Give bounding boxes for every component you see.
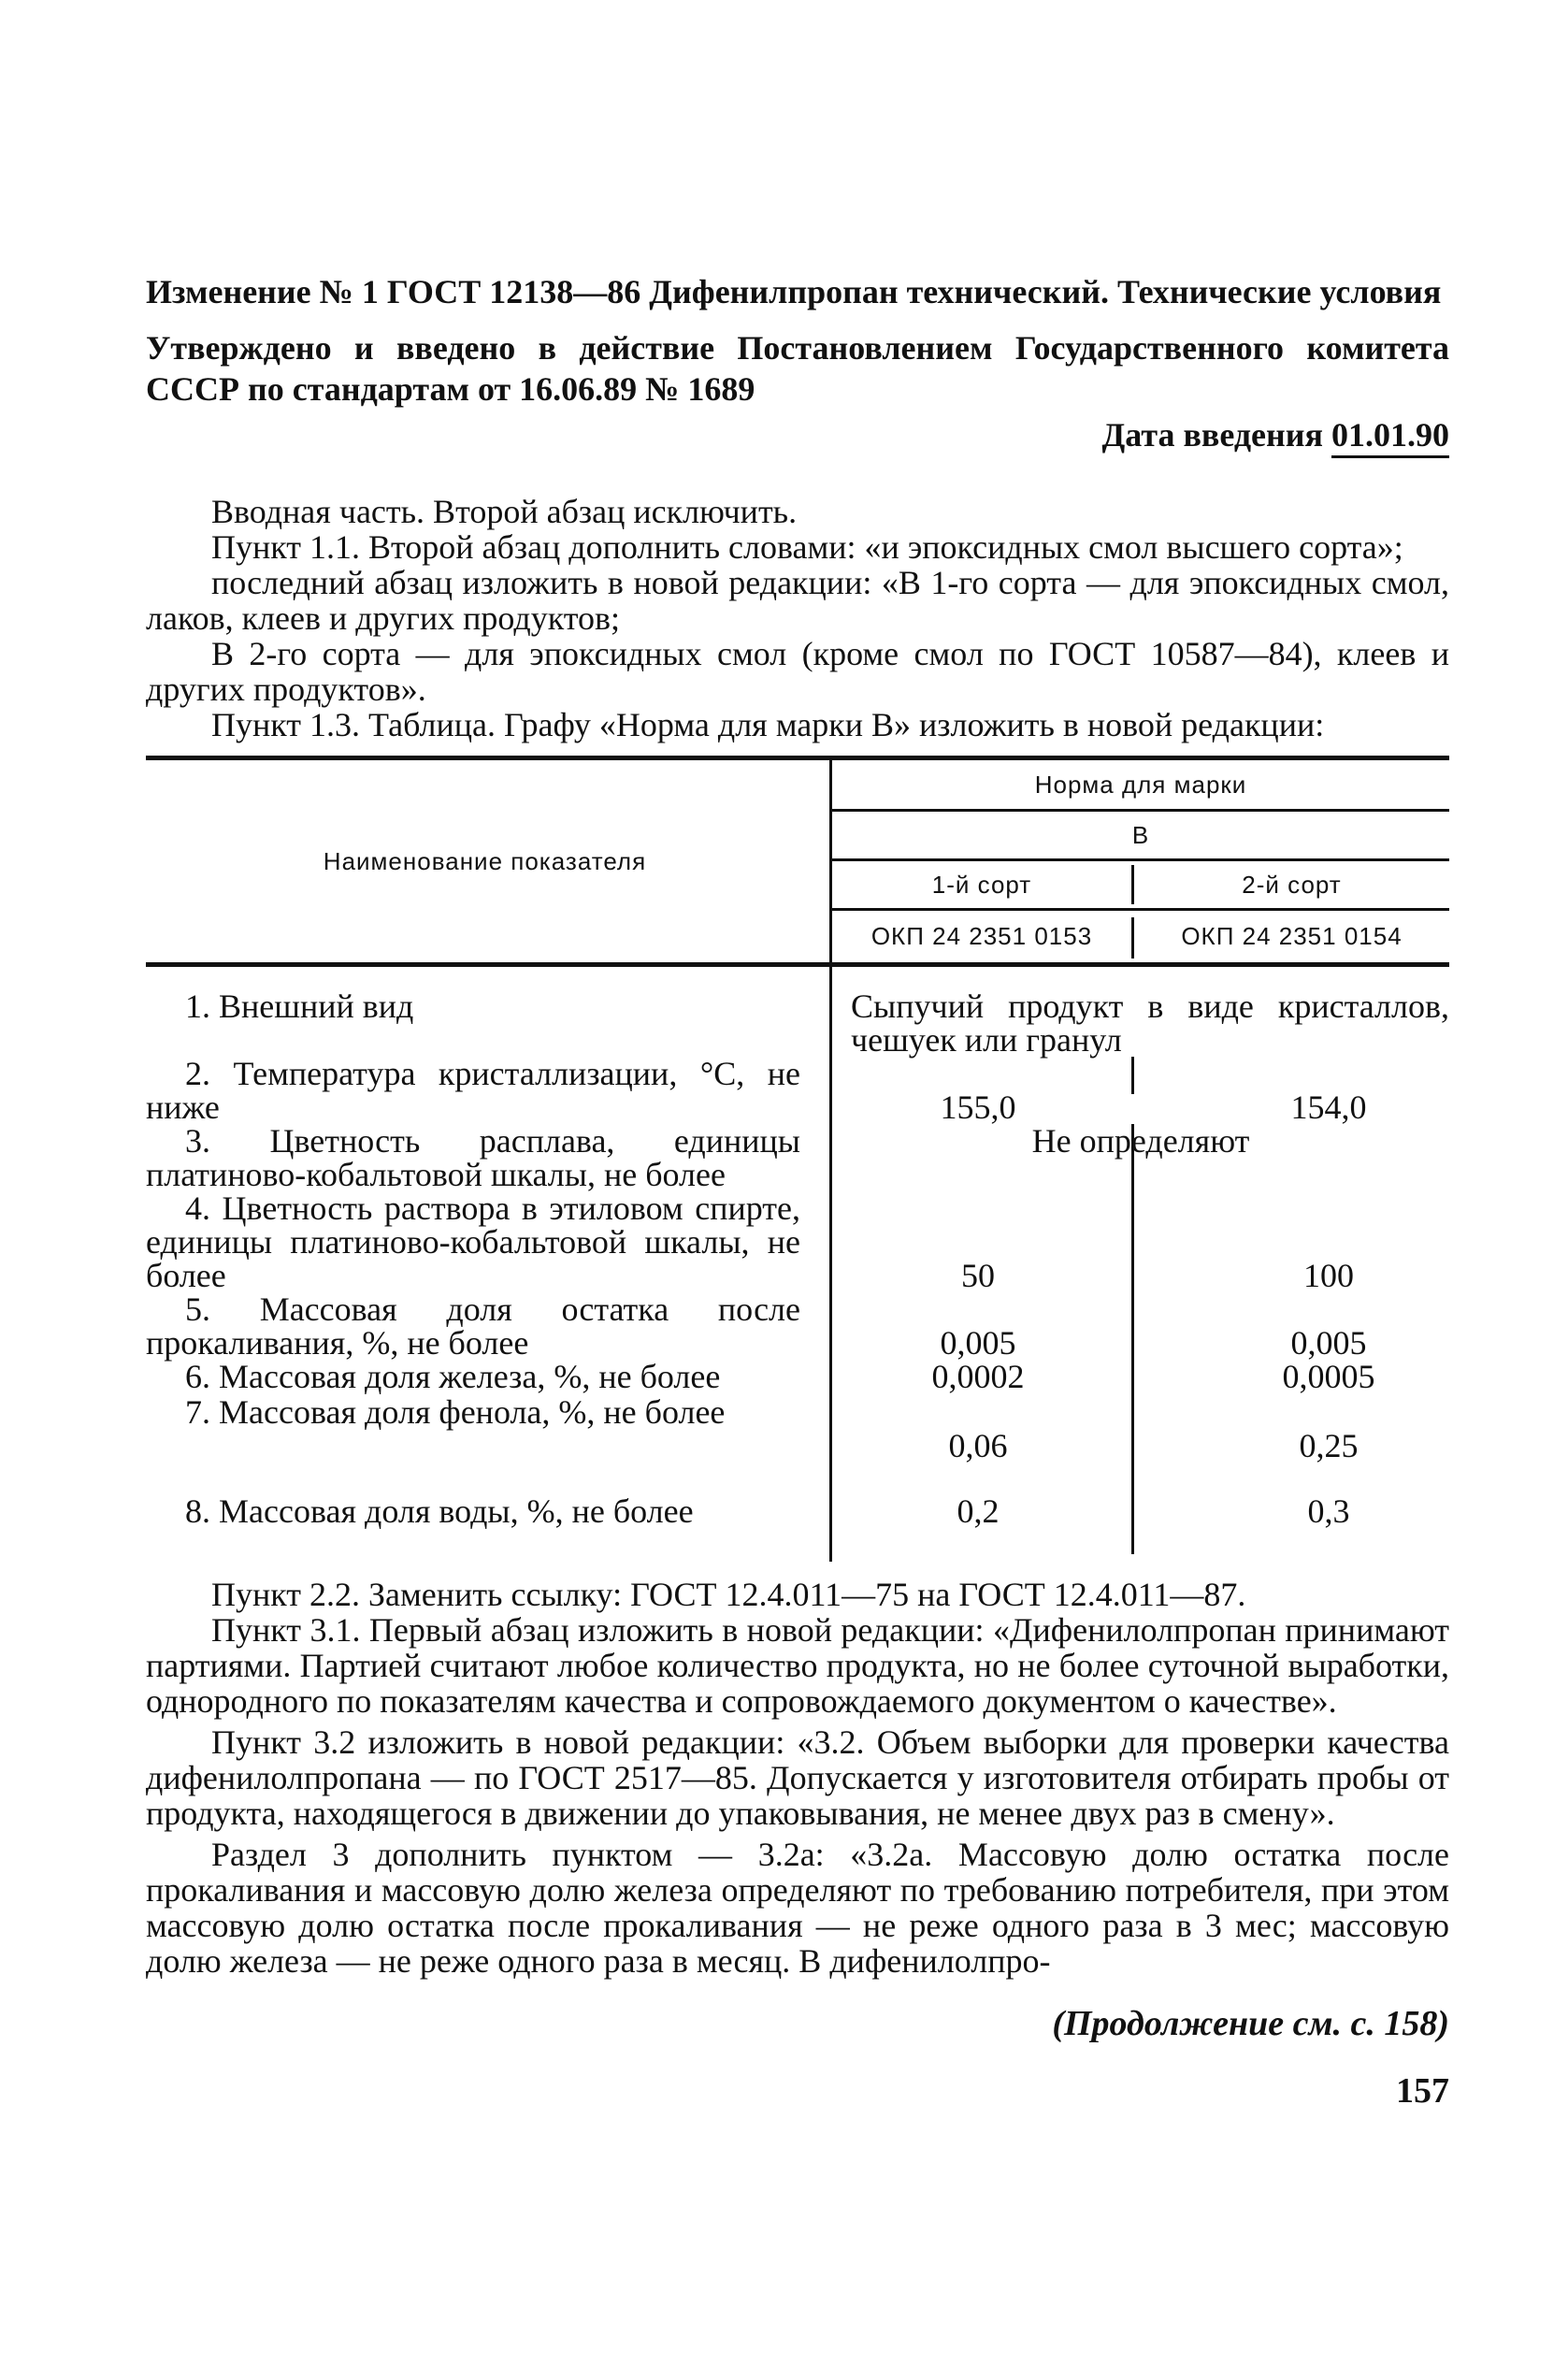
table-body — [146, 967, 1449, 1562]
table-cell: 0,2 — [957, 1492, 1000, 1530]
paragraph: Вводная часть. Второй абзац исключить. — [211, 493, 798, 530]
column-header-name: Наименование показателя — [323, 846, 647, 875]
okp-code-grade2: ОКП 24 2351 0154 — [1181, 922, 1403, 950]
paragraph: последний абзац изложить в новой редакции: «В 1-го сорта — для эпоксидных смол, лаков, клеев и других продуктов; — [146, 564, 1449, 637]
grade-divider — [1131, 1124, 1134, 1554]
table-row-label: 5. Массовая доля остатка после прокаливания, %, не более — [146, 1290, 800, 1362]
table-cell: 0,005 — [1290, 1324, 1367, 1362]
paragraph: Пункт 3.2 изложить в новой редакции: «3.2. Объем выборки для проверки качества дифенилолпропана — по ГОСТ 2517—85. Допускается у изготовителя отбирать пробы от продукта, находящегося в движении до упаковывания, не менее двух раз в смену». — [146, 1723, 1449, 1832]
table-cell: 0,005 — [940, 1324, 1016, 1362]
table-row-label: 8. Массовая доля воды, %, не более — [185, 1492, 694, 1530]
paragraph: Пункт 1.1. Второй абзац дополнить словами: «и эпоксидных смол высшего сорта»; — [211, 528, 1403, 566]
okp-code-grade1: ОКП 24 2351 0153 — [870, 922, 1093, 950]
table-row-label: 4. Цветность раствора в этиловом спирте, единицы платиново-кобальтовой шкалы, не более — [146, 1189, 800, 1294]
table-cell: 0,3 — [1307, 1492, 1350, 1530]
table-row-label: 6. Массовая доля железа, %, не более — [185, 1358, 721, 1395]
effective-date-label: Дата введения — [1101, 416, 1323, 454]
norms-table — [146, 756, 1449, 1562]
paragraph: Пункт 1.3. Таблица. Графу «Норма для марки В» изложить в новой редакции: — [211, 706, 1325, 743]
document-page — [146, 271, 1449, 2112]
table-cell: 100 — [1303, 1257, 1354, 1294]
table-cell: 154,0 — [1290, 1088, 1367, 1126]
intro-text — [146, 494, 1449, 742]
table-cell: 0,06 — [948, 1427, 1008, 1464]
table-cell: 0,0005 — [1282, 1358, 1375, 1395]
table-row-label: 7. Массовая доля фенола, %, не более — [185, 1393, 726, 1431]
effective-date-value: 01.01.90 — [1331, 416, 1449, 458]
paragraph: В 2-го сорта — для эпоксидных смол (кроме смол по ГОСТ 10587—84), клеев и других продуктов». — [146, 635, 1449, 708]
amendment-text — [146, 1577, 1449, 1979]
continuation-note: (Продолжение см. с. 158) — [1052, 2004, 1449, 2043]
grade-divider — [1131, 1057, 1134, 1094]
table-row-label: 1. Внешний вид — [185, 987, 414, 1025]
table-cell: 155,0 — [940, 1088, 1016, 1126]
paragraph: Пункт 3.1. Первый абзац изложить в новой редакции: «Дифенилолпропан принимают партиями. Партией считают любое количество продукта, но не более суточной выработки, однородного по показателям качества и сопровождаемого документом о качестве». — [146, 1611, 1449, 1720]
table-cell-merged: Не определяют — [1031, 1122, 1250, 1160]
effective-date — [146, 413, 1449, 456]
table-cell: 0,0002 — [931, 1358, 1025, 1395]
table-row-label: 2. Температура кристаллизации, °С, не ниже — [146, 1055, 800, 1126]
page-number: 157 — [1396, 2071, 1449, 2111]
approval-statement: Утверждено и введено в действие Постановлением Государственного комитета СССР по стандартам от 16.06.89 № 1689 — [146, 329, 1449, 408]
table-cell-merged: Сыпучий продукт в виде кристаллов, чешуек или гранул — [851, 987, 1449, 1059]
paragraph: Раздел 3 дополнить пунктом — 3.2а: «3.2а. Массовую долю остатка после прокаливания и массовую долю железа определяют по требованию потребителя, при этом массовую долю остатка после прокаливания — не реже одного раза в 3 мес; массовую долю железа — не реже одного раза в месяц. В дифенилолпро- — [146, 1836, 1449, 1980]
table-header — [146, 756, 1449, 967]
table-row-label: 3. Цветность расплава, единицы платиново-кобальтовой шкалы, не более — [146, 1122, 800, 1193]
column-header-brand: В — [1131, 820, 1150, 849]
document-title: Изменение № 1 ГОСТ 12138—86 Дифенилпропан технический. Технические условия — [146, 273, 1442, 310]
column-header-norm: Норма для марки — [1034, 770, 1247, 799]
column-header-grade2: 2-й сорт — [1242, 870, 1342, 899]
table-cell: 0,25 — [1299, 1427, 1359, 1464]
column-header-grade1: 1-й сорт — [931, 870, 1032, 899]
table-cell: 50 — [961, 1257, 995, 1294]
paragraph: Пункт 2.2. Заменить ссылку: ГОСТ 12.4.011—75 на ГОСТ 12.4.011—87. — [211, 1576, 1246, 1613]
